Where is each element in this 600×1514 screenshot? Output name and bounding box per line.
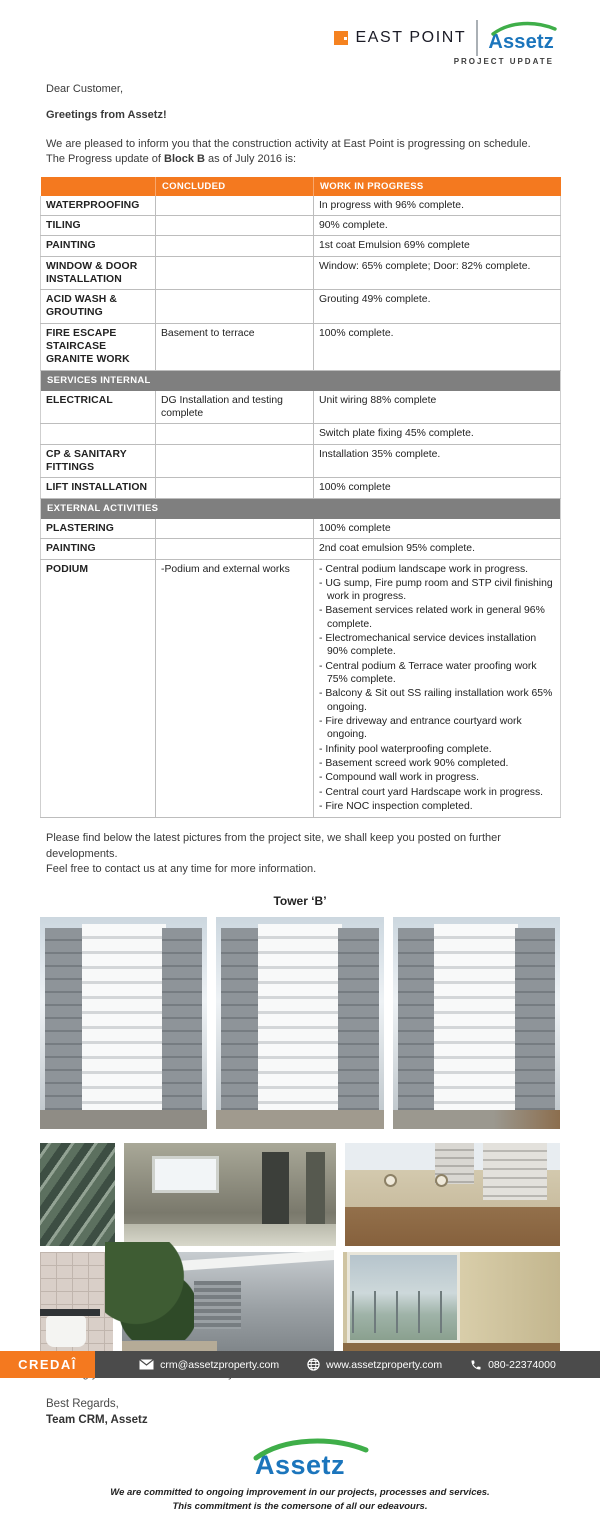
row-wip: Unit wiring 88% complete bbox=[314, 391, 561, 424]
photo-tower-b-2 bbox=[216, 917, 383, 1129]
commitment-line2: This commitment is the comersone of all our edeavours. bbox=[172, 1501, 428, 1513]
header-brand bbox=[0, 20, 554, 66]
table-header-row bbox=[41, 177, 561, 196]
row-concluded: Basement to terrace bbox=[156, 323, 314, 370]
row-concluded bbox=[156, 478, 314, 498]
globe-icon bbox=[307, 1358, 320, 1371]
row-concluded: -Podium and external works bbox=[156, 559, 314, 818]
salutation: Dear Customer, bbox=[46, 83, 124, 95]
photo-podium-construction bbox=[345, 1143, 560, 1246]
row-concluded bbox=[156, 290, 314, 324]
photo-tower-b-3 bbox=[393, 917, 560, 1129]
row-wip-podium bbox=[314, 559, 561, 818]
section-external-activities bbox=[41, 498, 561, 519]
row-concluded bbox=[156, 424, 314, 444]
pictures-line1: Please find below the latest pictures from the project site, we shall keep you posted on further developments. bbox=[46, 832, 501, 860]
table-row bbox=[41, 478, 561, 498]
podium-item: - Fire NOC inspection completed. bbox=[319, 800, 473, 812]
row-wip: 100% complete bbox=[314, 519, 561, 539]
signature-block bbox=[46, 1397, 560, 1428]
podium-item: - Infinity pool waterproofing complete. bbox=[319, 743, 492, 755]
table-row bbox=[41, 196, 561, 216]
table-row bbox=[41, 323, 561, 370]
credai-logo bbox=[0, 1351, 95, 1378]
header-activity bbox=[41, 177, 156, 196]
assetz-footer-logo bbox=[0, 1436, 600, 1481]
photo-compound-wall bbox=[122, 1252, 334, 1355]
row-wip: Switch plate fixing 45% complete. bbox=[314, 424, 561, 444]
assetz-wordmark: Assetz bbox=[254, 1450, 346, 1481]
row-wip: 2nd coat emulsion 95% complete. bbox=[314, 539, 561, 559]
row-wip: 90% complete. bbox=[314, 215, 561, 235]
intro-paragraph bbox=[46, 137, 560, 168]
podium-item: - Fire driveway and entrance courtyard work ongoing. bbox=[319, 715, 522, 741]
contact-email-text: crm@assetzproperty.com bbox=[160, 1358, 280, 1371]
row-label: LIFT INSTALLATION bbox=[41, 478, 156, 498]
podium-item: - Basement screed work 90% completed. bbox=[319, 757, 509, 769]
table-row bbox=[41, 236, 561, 256]
greeting-headline: Greetings from Assetz! bbox=[46, 109, 167, 122]
table-row bbox=[41, 391, 561, 424]
intro-line2-prefix: The Progress update of bbox=[46, 153, 165, 166]
assetz-wordmark: Assetz bbox=[488, 30, 554, 53]
table-row bbox=[41, 290, 561, 324]
header-work-in-progress: WORK IN PROGRESS bbox=[314, 177, 561, 196]
photo-row-finishes bbox=[40, 1252, 560, 1355]
table-row bbox=[41, 519, 561, 539]
intro-line1: We are pleased to inform you that the construction activity at East Point is progressing on schedule. bbox=[46, 137, 531, 150]
row-wip: 1st coat Emulsion 69% complete bbox=[314, 236, 561, 256]
contact-email[interactable] bbox=[139, 1359, 279, 1371]
row-label: PODIUM bbox=[41, 559, 156, 818]
row-concluded bbox=[156, 539, 314, 559]
row-label: WINDOW & DOOR INSTALLATION bbox=[41, 256, 156, 290]
row-concluded bbox=[156, 256, 314, 290]
row-label: ELECTRICAL bbox=[41, 391, 156, 424]
row-label: PAINTING bbox=[41, 236, 156, 256]
table-row bbox=[41, 539, 561, 559]
podium-item: - UG sump, Fire pump room and STP civil finishing work in progress. bbox=[319, 577, 553, 603]
podium-item: - Balcony & Sit out SS railing installation work 65% ongoing. bbox=[319, 688, 553, 713]
row-label bbox=[41, 424, 156, 444]
photo-lift-lobby bbox=[124, 1143, 336, 1246]
pictures-note bbox=[46, 831, 560, 877]
section-title: SERVICES INTERNAL bbox=[41, 370, 561, 391]
commitment-line1: We are committed to ongoing improvement in our projects, processes and services. bbox=[110, 1487, 490, 1499]
contact-phone-text: 080-22374000 bbox=[488, 1358, 556, 1371]
row-label: PLASTERING bbox=[41, 519, 156, 539]
credai-wordmark: CREDAÎ bbox=[18, 1357, 77, 1372]
progress-table bbox=[40, 177, 561, 819]
table-row-podium bbox=[41, 559, 561, 818]
section-services-internal bbox=[41, 370, 561, 391]
envelope-icon bbox=[139, 1359, 154, 1370]
best-regards: Best Regards, bbox=[46, 1398, 119, 1411]
east-point-logo bbox=[334, 29, 466, 47]
commitment-note bbox=[0, 1486, 600, 1514]
team-name: Team CRM, Assetz bbox=[46, 1413, 148, 1426]
greeting-block bbox=[46, 82, 560, 168]
podium-item: - Central podium & Terrace water proofing work 75% complete. bbox=[319, 660, 537, 685]
row-concluded bbox=[156, 236, 314, 256]
row-wip: Window: 65% complete; Door: 82% complete. bbox=[314, 256, 561, 290]
assetz-arc-icon bbox=[251, 1436, 371, 1460]
contact-website[interactable] bbox=[307, 1358, 442, 1371]
photo-balcony-view bbox=[343, 1252, 560, 1355]
photo-granite-staircase bbox=[40, 1143, 115, 1246]
table-row bbox=[41, 424, 561, 444]
contact-phone[interactable] bbox=[470, 1359, 556, 1371]
podium-item: - Basement services related work in general 96% complete. bbox=[319, 605, 545, 630]
section-title: EXTERNAL ACTIVITIES bbox=[41, 498, 561, 519]
footer-bar bbox=[0, 1351, 600, 1378]
row-concluded bbox=[156, 196, 314, 216]
podium-item: - Central court yard Hardscape work in progress. bbox=[319, 786, 544, 798]
photo-tower-b-1 bbox=[40, 917, 207, 1129]
photo-bathroom-fittings bbox=[40, 1252, 113, 1355]
row-concluded: DG Installation and testing complete bbox=[156, 391, 314, 424]
row-label: FIRE ESCAPE STAIRCASE GRANITE WORK bbox=[41, 323, 156, 370]
row-label: TILING bbox=[41, 215, 156, 235]
row-wip: Installation 35% complete. bbox=[314, 444, 561, 478]
table-row bbox=[41, 215, 561, 235]
photo-row-towers bbox=[40, 917, 560, 1129]
row-concluded bbox=[156, 444, 314, 478]
row-label: CP & SANITARY FITTINGS bbox=[41, 444, 156, 478]
intro-line2-suffix: as of July 2016 is: bbox=[204, 153, 297, 166]
contact-website-text: www.assetzproperty.com bbox=[326, 1358, 443, 1371]
phone-icon bbox=[470, 1359, 482, 1371]
row-concluded bbox=[156, 215, 314, 235]
contact-bar bbox=[95, 1351, 600, 1378]
assetz-logo bbox=[488, 23, 554, 54]
newsletter-page bbox=[0, 20, 600, 1513]
row-wip: Grouting 49% complete. bbox=[314, 290, 561, 324]
east-point-wordmark: EAST POINT bbox=[355, 29, 467, 46]
tower-b-title: Tower ‘B’ bbox=[273, 894, 327, 909]
row-wip: 100% complete. bbox=[314, 323, 561, 370]
row-concluded bbox=[156, 519, 314, 539]
project-update-label: PROJECT UPDATE bbox=[453, 57, 554, 66]
row-label: WATERPROOFING bbox=[41, 196, 156, 216]
pictures-line2: Feel free to contact us at any time for more information. bbox=[46, 862, 317, 875]
intro-block-b: Block B bbox=[164, 153, 205, 166]
east-point-logo-icon bbox=[334, 31, 348, 45]
podium-item: - Compound wall work in progress. bbox=[319, 772, 479, 784]
header-concluded: CONCLUDED bbox=[156, 177, 314, 196]
photo-row-interiors bbox=[40, 1143, 560, 1246]
row-label: PAINTING bbox=[41, 539, 156, 559]
row-wip: 100% complete bbox=[314, 478, 561, 498]
row-label: ACID WASH & GROUTING bbox=[41, 290, 156, 324]
row-wip: In progress with 96% complete. bbox=[314, 196, 561, 216]
table-row bbox=[41, 444, 561, 478]
assetz-arc-icon bbox=[490, 21, 558, 35]
brand-divider bbox=[476, 20, 478, 56]
podium-item: - Central podium landscape work in progress. bbox=[319, 563, 529, 575]
table-row bbox=[41, 256, 561, 290]
podium-item: - Electromechanical service devices installation 90% complete. bbox=[319, 633, 537, 658]
